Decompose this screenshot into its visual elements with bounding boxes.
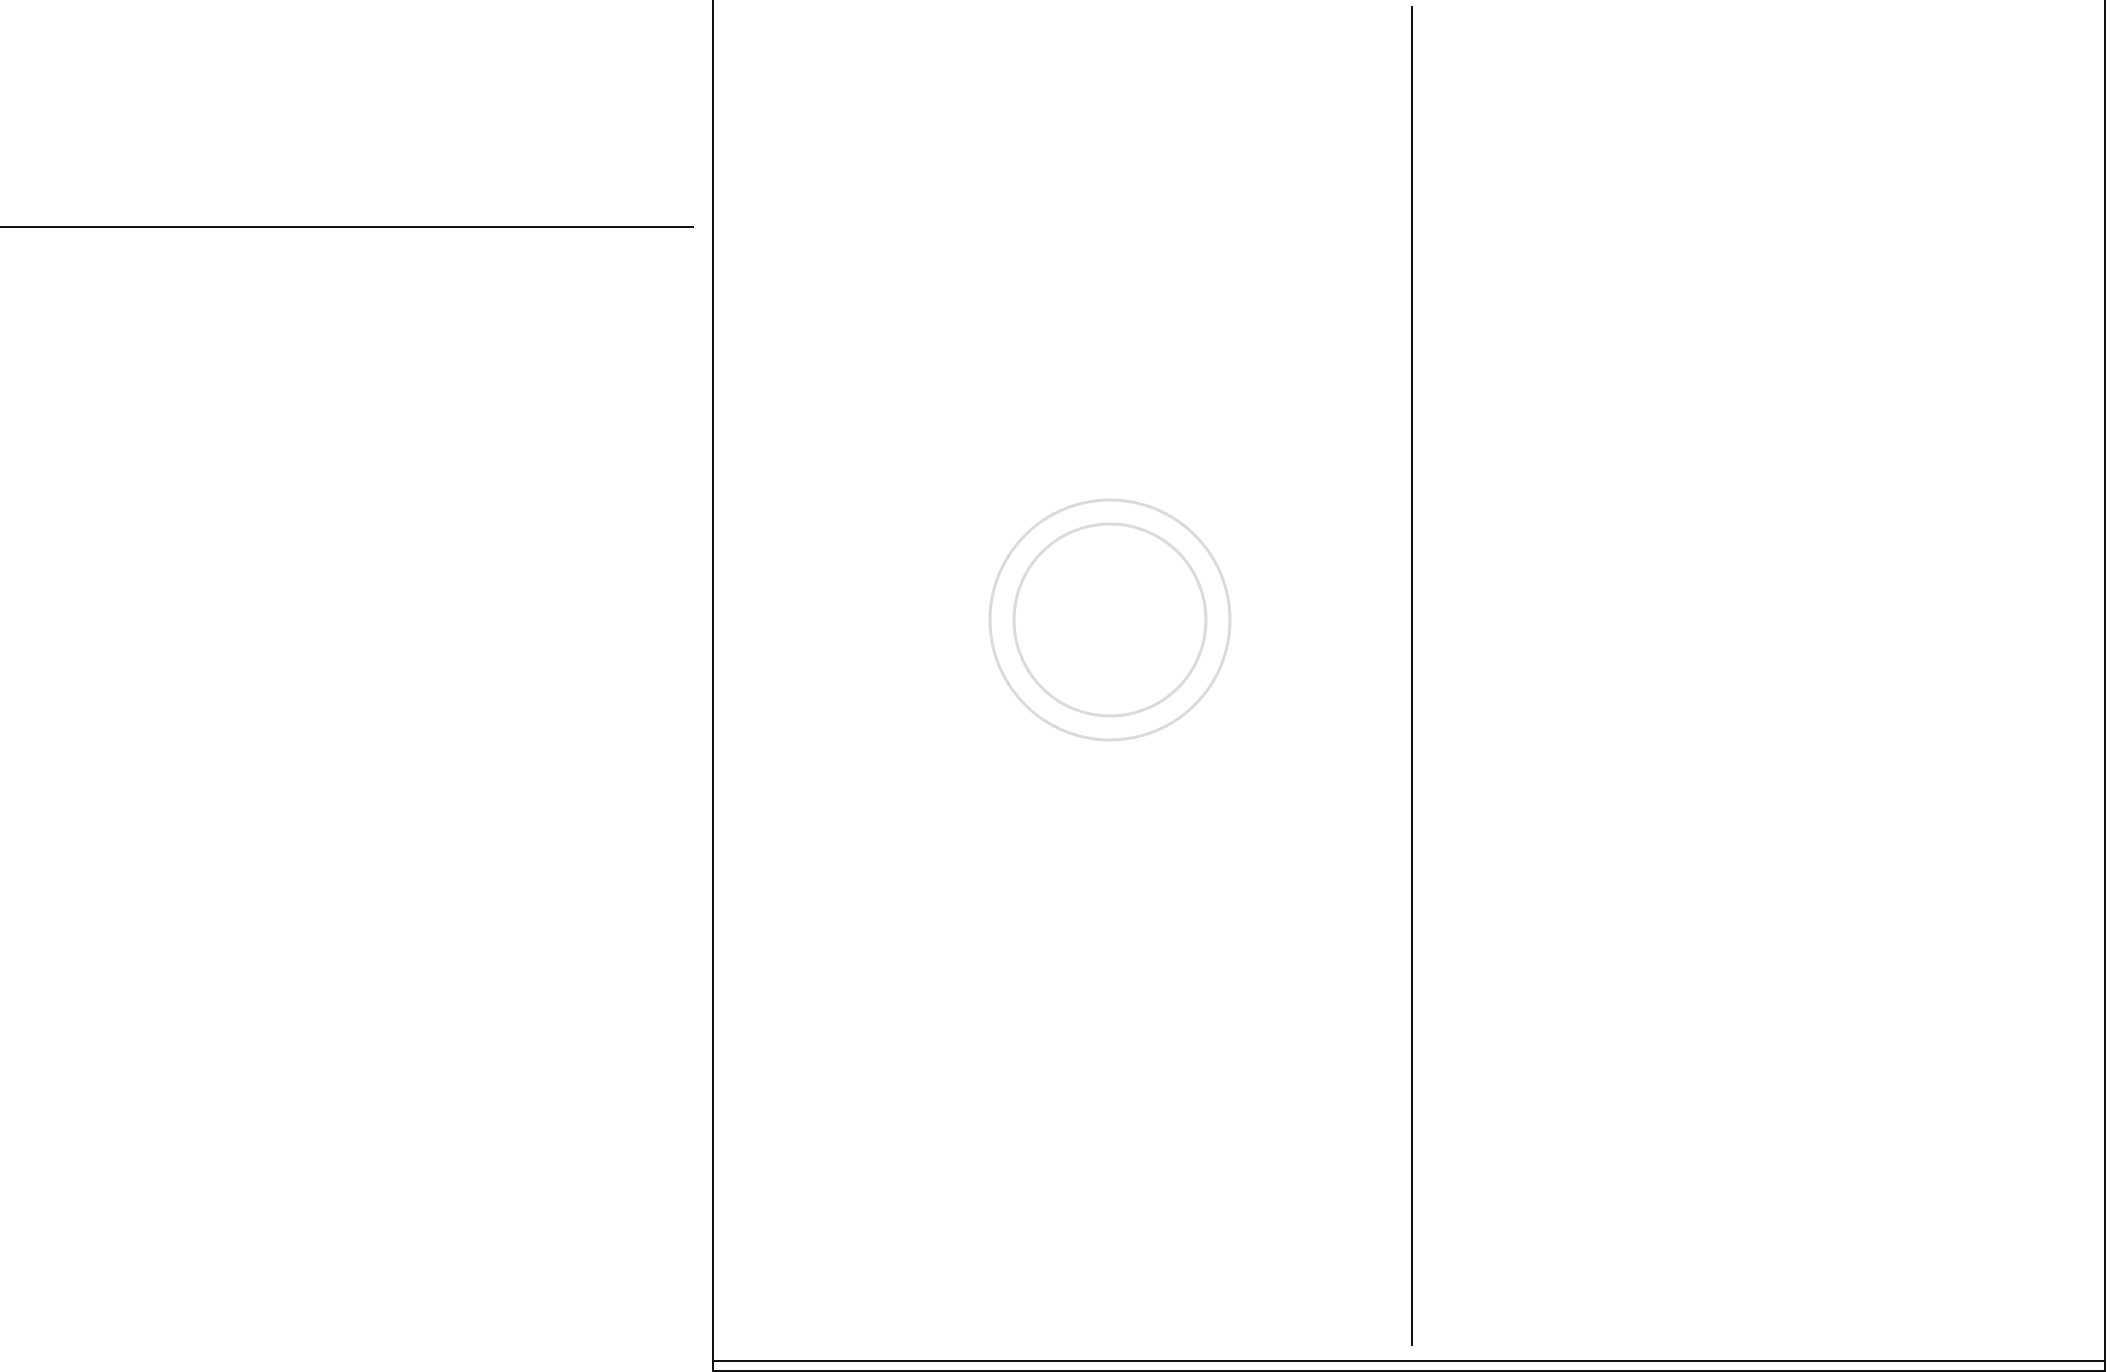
notice-inner <box>714 0 2106 1372</box>
left-column-fragment <box>0 0 694 228</box>
notice-frame <box>712 0 2104 1372</box>
column-divider <box>1411 6 1413 1346</box>
bottom-rule <box>714 1360 2106 1372</box>
notice-middle-column <box>714 0 1405 1372</box>
notice-right-column <box>1417 0 2106 1372</box>
